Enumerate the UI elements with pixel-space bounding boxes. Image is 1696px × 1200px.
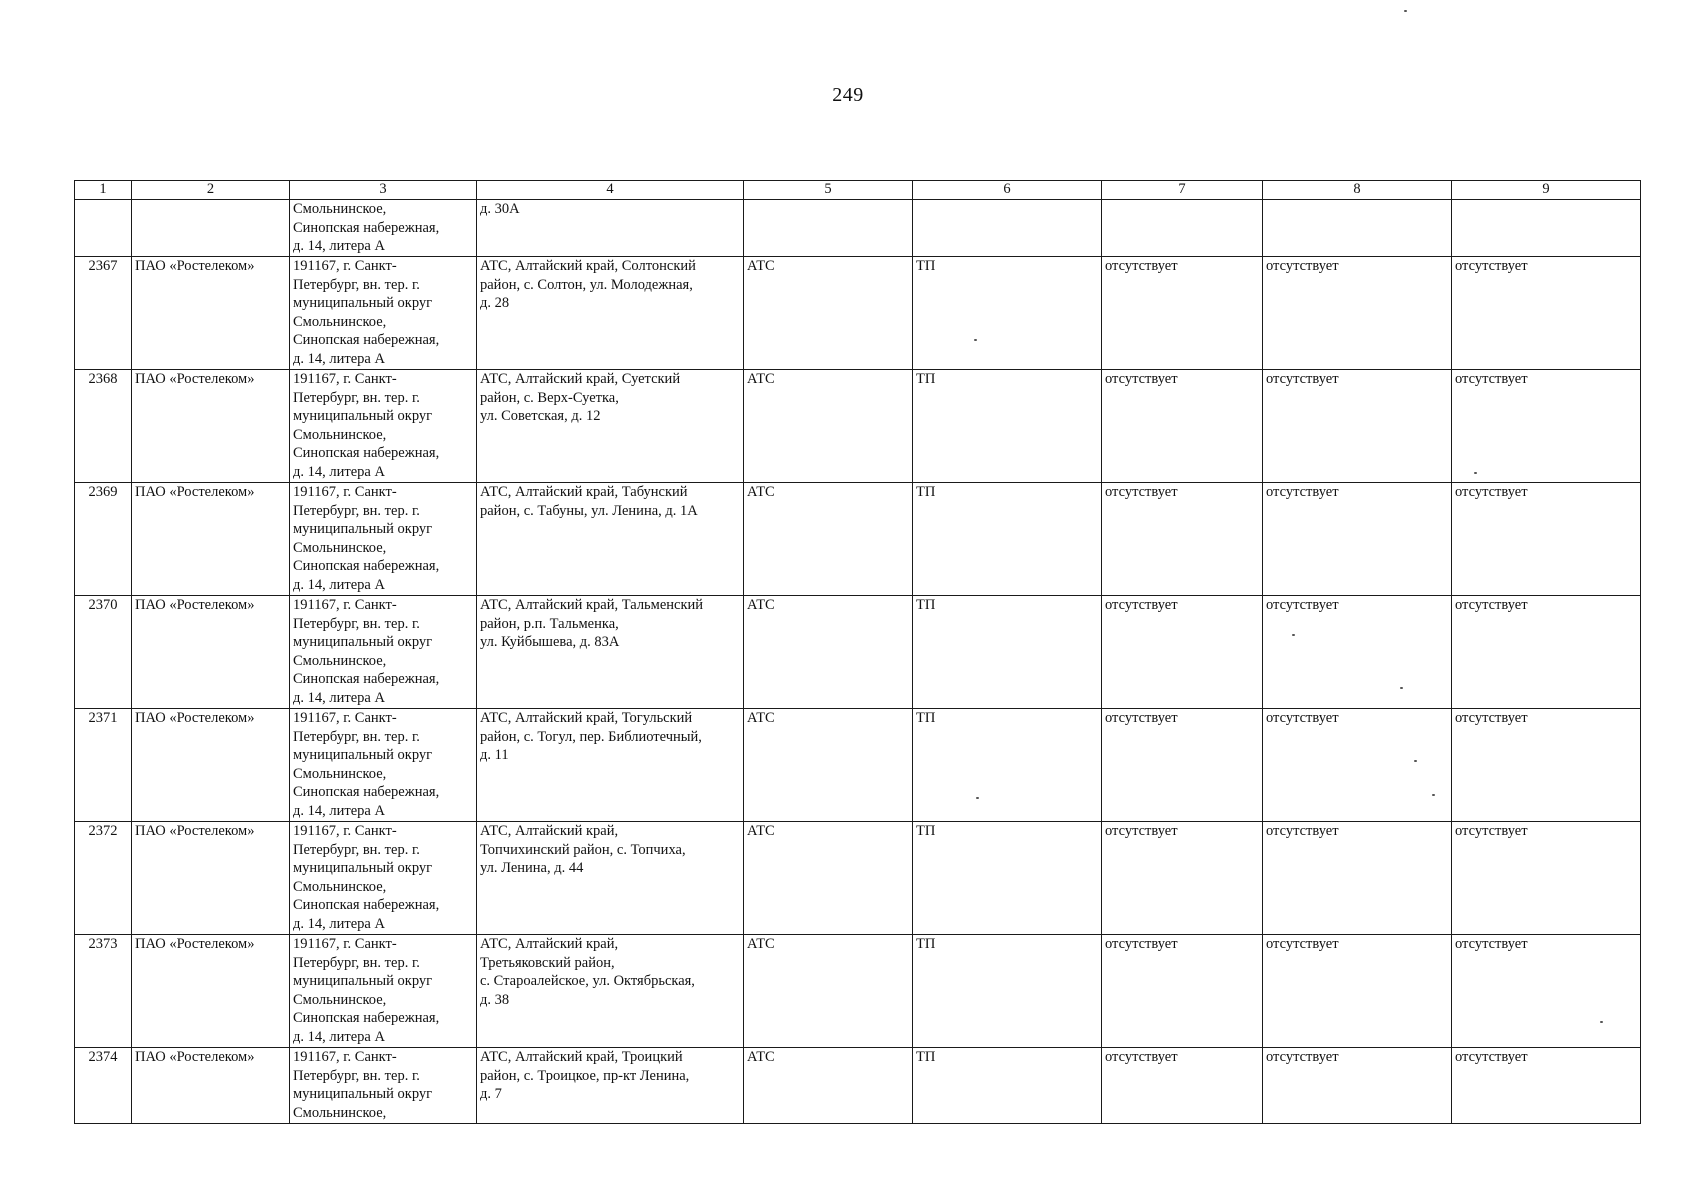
type-cell: АТС (744, 596, 913, 709)
table-cell (132, 200, 290, 257)
column-8-cell: отсутствует (1263, 257, 1452, 370)
column-9-cell: отсутствует (1452, 822, 1641, 935)
column-header: 6 (913, 181, 1102, 200)
table-cell (75, 200, 132, 257)
column-8-cell: отсутствует (1263, 822, 1452, 935)
table-row (75, 935, 1641, 1048)
column-7-cell: отсутствует (1102, 596, 1263, 709)
location-cell: АТС, Алтайский край, Суетский район, с. Верх-Суетка, ул. Советская, д. 12 (477, 370, 744, 483)
address-cell: 191167, г. Санкт- Петербург, вн. тер. г. муниципальный округ Смольнинское, Синопская набережная, д. 14, литера А (290, 257, 477, 370)
kind-cell: ТП (913, 257, 1102, 370)
continuation-row (75, 200, 1641, 257)
table-row (75, 1048, 1641, 1124)
kind-cell: ТП (913, 483, 1102, 596)
address-cell: 191167, г. Санкт- Петербург, вн. тер. г. муниципальный округ Смольнинское, Синопская набережная, д. 14, литера А (290, 370, 477, 483)
location-cell: АТС, Алтайский край, Тальменский район, р.п. Тальменка, ул. Куйбышева, д. 83А (477, 596, 744, 709)
location-cell: АТС, Алтайский край, Тогульский район, с. Тогул, пер. Библиотечный, д. 11 (477, 709, 744, 822)
operator-cell: ПАО «Ростелеком» (132, 483, 290, 596)
table-row (75, 596, 1641, 709)
type-cell: АТС (744, 822, 913, 935)
column-8-cell: отсутствует (1263, 483, 1452, 596)
column-7-cell: отсутствует (1102, 370, 1263, 483)
column-header: 4 (477, 181, 744, 200)
column-header: 5 (744, 181, 913, 200)
page-number: 249 (832, 84, 864, 106)
row-number: 2372 (75, 822, 132, 935)
column-9-cell: отсутствует (1452, 709, 1641, 822)
operator-cell: ПАО «Ростелеком» (132, 709, 290, 822)
row-number: 2368 (75, 370, 132, 483)
column-header: 7 (1102, 181, 1263, 200)
kind-cell: ТП (913, 1048, 1102, 1124)
kind-cell: ТП (913, 935, 1102, 1048)
address-cell: 191167, г. Санкт- Петербург, вн. тер. г. муниципальный округ Смольнинское, Синопская набережная, д. 14, литера А (290, 483, 477, 596)
scan-speck (1474, 472, 1477, 474)
table-row (75, 370, 1641, 483)
type-cell: АТС (744, 935, 913, 1048)
column-7-cell: отсутствует (1102, 822, 1263, 935)
column-9-cell: отсутствует (1452, 935, 1641, 1048)
operator-cell: ПАО «Ростелеком» (132, 822, 290, 935)
row-number: 2371 (75, 709, 132, 822)
location-cell: АТС, Алтайский край, Третьяковский район, с. Староалейское, ул. Октябрьская, д. 38 (477, 935, 744, 1048)
row-number: 2374 (75, 1048, 132, 1124)
table-cell (1102, 200, 1263, 257)
column-9-cell: отсутствует (1452, 596, 1641, 709)
table-row (75, 483, 1641, 596)
scan-speck (974, 339, 977, 341)
kind-cell: ТП (913, 822, 1102, 935)
row-number: 2367 (75, 257, 132, 370)
column-8-cell: отсутствует (1263, 596, 1452, 709)
scan-speck (1400, 687, 1403, 689)
type-cell: АТС (744, 257, 913, 370)
operator-cell: ПАО «Ростелеком» (132, 370, 290, 483)
row-number: 2369 (75, 483, 132, 596)
column-9-cell: отсутствует (1452, 1048, 1641, 1124)
table-row (75, 709, 1641, 822)
address-cell: 191167, г. Санкт- Петербург, вн. тер. г. муниципальный округ Смольнинское, (290, 1048, 477, 1124)
row-number: 2370 (75, 596, 132, 709)
column-header: 3 (290, 181, 477, 200)
registry-table (74, 180, 1641, 1124)
column-9-cell: отсутствует (1452, 257, 1641, 370)
kind-cell: ТП (913, 596, 1102, 709)
operator-cell: ПАО «Ростелеком» (132, 257, 290, 370)
scan-speck (1432, 794, 1435, 796)
type-cell: АТС (744, 709, 913, 822)
column-8-cell: отсутствует (1263, 1048, 1452, 1124)
table-cell: д. 30А (477, 200, 744, 257)
type-cell: АТС (744, 1048, 913, 1124)
scan-speck (1414, 760, 1417, 762)
column-7-cell: отсутствует (1102, 1048, 1263, 1124)
column-9-cell: отсутствует (1452, 370, 1641, 483)
address-cell: 191167, г. Санкт- Петербург, вн. тер. г. муниципальный округ Смольнинское, Синопская набережная, д. 14, литера А (290, 709, 477, 822)
scan-speck (976, 797, 979, 799)
column-7-cell: отсутствует (1102, 483, 1263, 596)
column-7-cell: отсутствует (1102, 935, 1263, 1048)
scan-speck (1292, 634, 1295, 636)
column-8-cell: отсутствует (1263, 370, 1452, 483)
column-header: 9 (1452, 181, 1641, 200)
column-8-cell: отсутствует (1263, 935, 1452, 1048)
kind-cell: ТП (913, 709, 1102, 822)
column-header: 1 (75, 181, 132, 200)
table-row (75, 257, 1641, 370)
table-cell (1452, 200, 1641, 257)
table-cell (913, 200, 1102, 257)
address-cell: 191167, г. Санкт- Петербург, вн. тер. г. муниципальный округ Смольнинское, Синопская набережная, д. 14, литера А (290, 822, 477, 935)
column-8-cell: отсутствует (1263, 709, 1452, 822)
table-cell: Смольнинское, Синопская набережная, д. 14, литера А (290, 200, 477, 257)
table-cell (744, 200, 913, 257)
location-cell: АТС, Алтайский край, Солтонский район, с. Солтон, ул. Молодежная, д. 28 (477, 257, 744, 370)
scan-speck (1600, 1021, 1603, 1023)
row-number: 2373 (75, 935, 132, 1048)
location-cell: АТС, Алтайский край, Табунский район, с. Табуны, ул. Ленина, д. 1А (477, 483, 744, 596)
operator-cell: ПАО «Ростелеком» (132, 935, 290, 1048)
header-row (75, 181, 1641, 200)
column-header: 2 (132, 181, 290, 200)
type-cell: АТС (744, 483, 913, 596)
type-cell: АТС (744, 370, 913, 483)
operator-cell: ПАО «Ростелеком» (132, 596, 290, 709)
column-9-cell: отсутствует (1452, 483, 1641, 596)
location-cell: АТС, Алтайский край, Топчихинский район, с. Топчиха, ул. Ленина, д. 44 (477, 822, 744, 935)
table-row (75, 822, 1641, 935)
address-cell: 191167, г. Санкт- Петербург, вн. тер. г. муниципальный округ Смольнинское, Синопская набережная, д. 14, литера А (290, 935, 477, 1048)
column-7-cell: отсутствует (1102, 709, 1263, 822)
column-7-cell: отсутствует (1102, 257, 1263, 370)
operator-cell: ПАО «Ростелеком» (132, 1048, 290, 1124)
location-cell: АТС, Алтайский край, Троицкий район, с. Троицкое, пр-кт Ленина, д. 7 (477, 1048, 744, 1124)
address-cell: 191167, г. Санкт- Петербург, вн. тер. г. муниципальный округ Смольнинское, Синопская набережная, д. 14, литера А (290, 596, 477, 709)
column-header: 8 (1263, 181, 1452, 200)
table-cell (1263, 200, 1452, 257)
kind-cell: ТП (913, 370, 1102, 483)
scan-speck (1404, 10, 1407, 12)
